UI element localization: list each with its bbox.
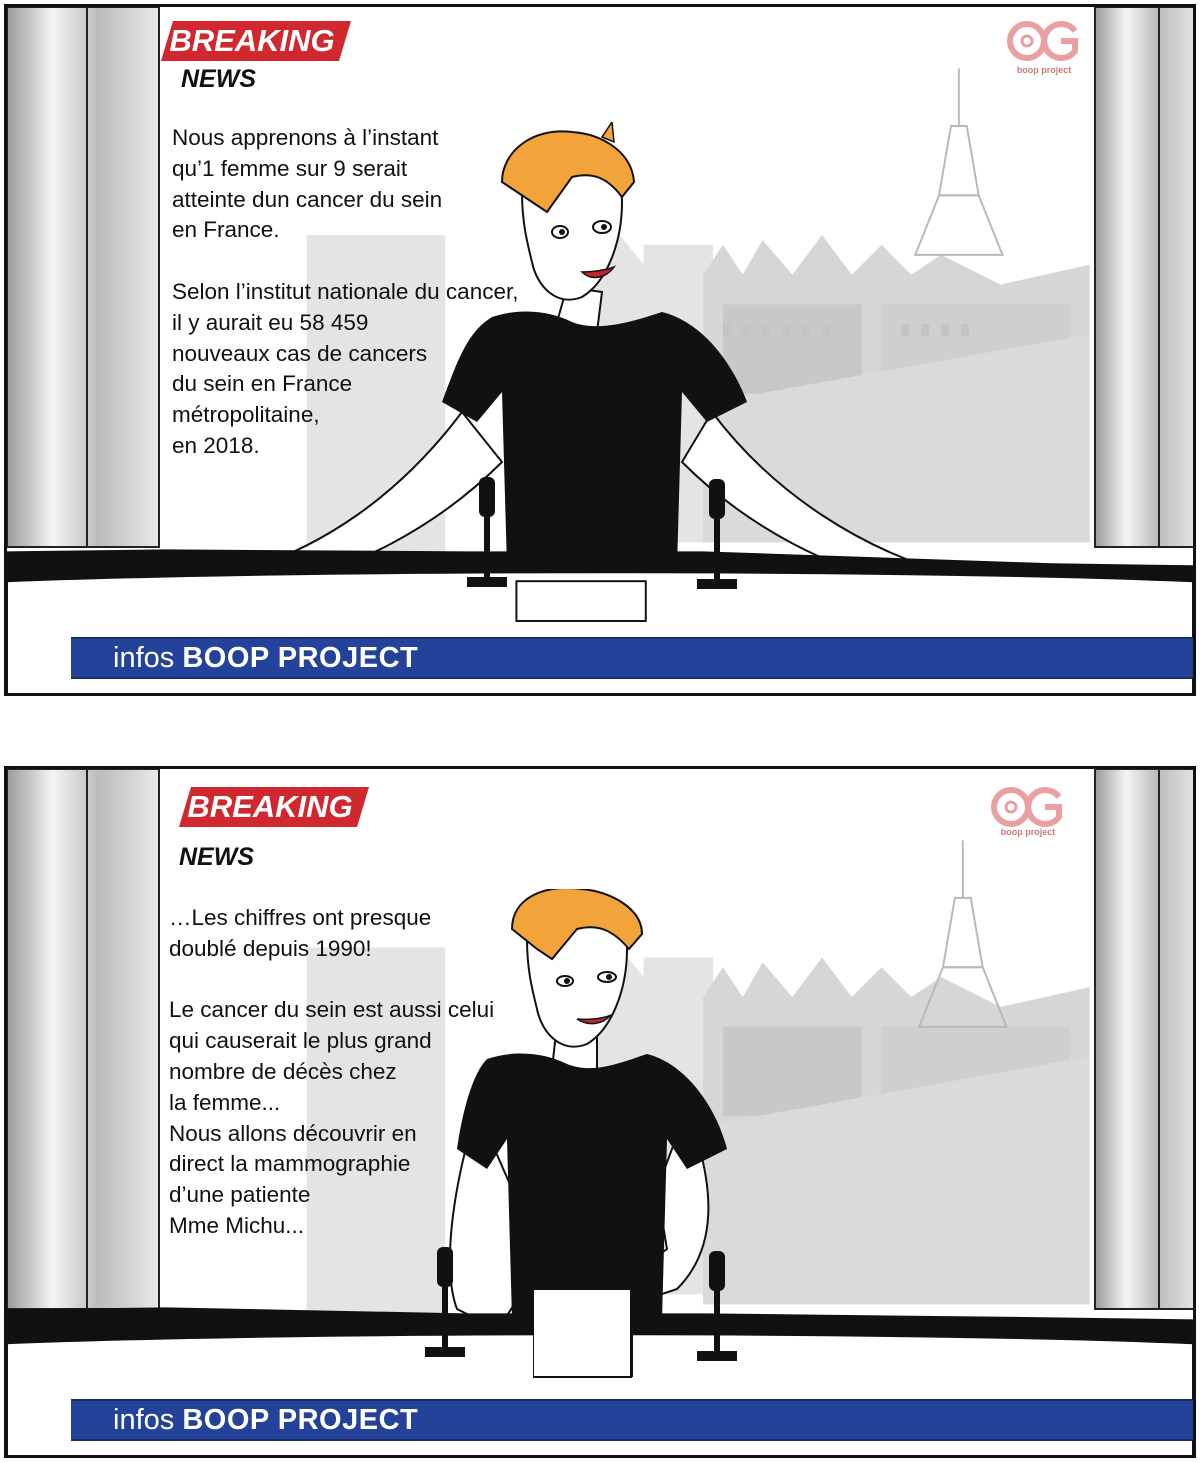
desk-papers (533, 1289, 633, 1379)
logo-text: boop project (1000, 827, 1056, 837)
news-ticker-banner (71, 1399, 1196, 1441)
news-caption: …Les chiffres ont presque doublé depuis 1990! Le cancer du sein est aussi celui qui causerait le plus grand nombre de décès chez la femme... Nous allons découvrir en direct la mammographie d’une patiente Mme Michu... (169, 905, 495, 1238)
logo-text: boop project (1016, 65, 1072, 75)
breaking-label: BREAKING (169, 23, 335, 58)
banner-text (113, 1401, 418, 1439)
right-curtain (1093, 769, 1196, 1329)
news-label: NEWS (179, 843, 254, 871)
boop-project-logo (983, 783, 1073, 847)
left-microphone-icon (465, 477, 515, 597)
left-microphone-icon (423, 1247, 473, 1367)
news-caption: Nous apprenons à l’instant qu’1 femme sur 9 serait atteinte dun cancer du sein en France. Selon l’institut nationale du cancer, il y aurait eu 58 459 nouveaux cas de cancers du sein en France métropolitaine, en 2018. (172, 125, 519, 458)
right-curtain (1093, 7, 1196, 567)
left-curtain (7, 769, 167, 1329)
right-microphone-icon (695, 479, 745, 599)
comic-panel-1 (4, 4, 1196, 696)
banner-prefix: infos (113, 1404, 183, 1436)
news-ticker-banner (71, 637, 1196, 679)
banner-text (113, 639, 418, 677)
banner-title: BOOP PROJECT (182, 1404, 419, 1436)
logo-mark (983, 783, 1073, 833)
news-label: NEWS (181, 65, 256, 93)
news-presenter (202, 122, 982, 602)
comic-panel-2 (4, 766, 1196, 1458)
boop-project-logo (999, 17, 1089, 81)
desk-papers (516, 581, 645, 621)
left-curtain (7, 7, 167, 567)
logo-mark (999, 17, 1089, 67)
right-microphone-icon (695, 1251, 745, 1371)
breaking-label: BREAKING (187, 789, 353, 824)
banner-title: BOOP PROJECT (182, 642, 419, 674)
banner-prefix: infos (113, 642, 183, 674)
